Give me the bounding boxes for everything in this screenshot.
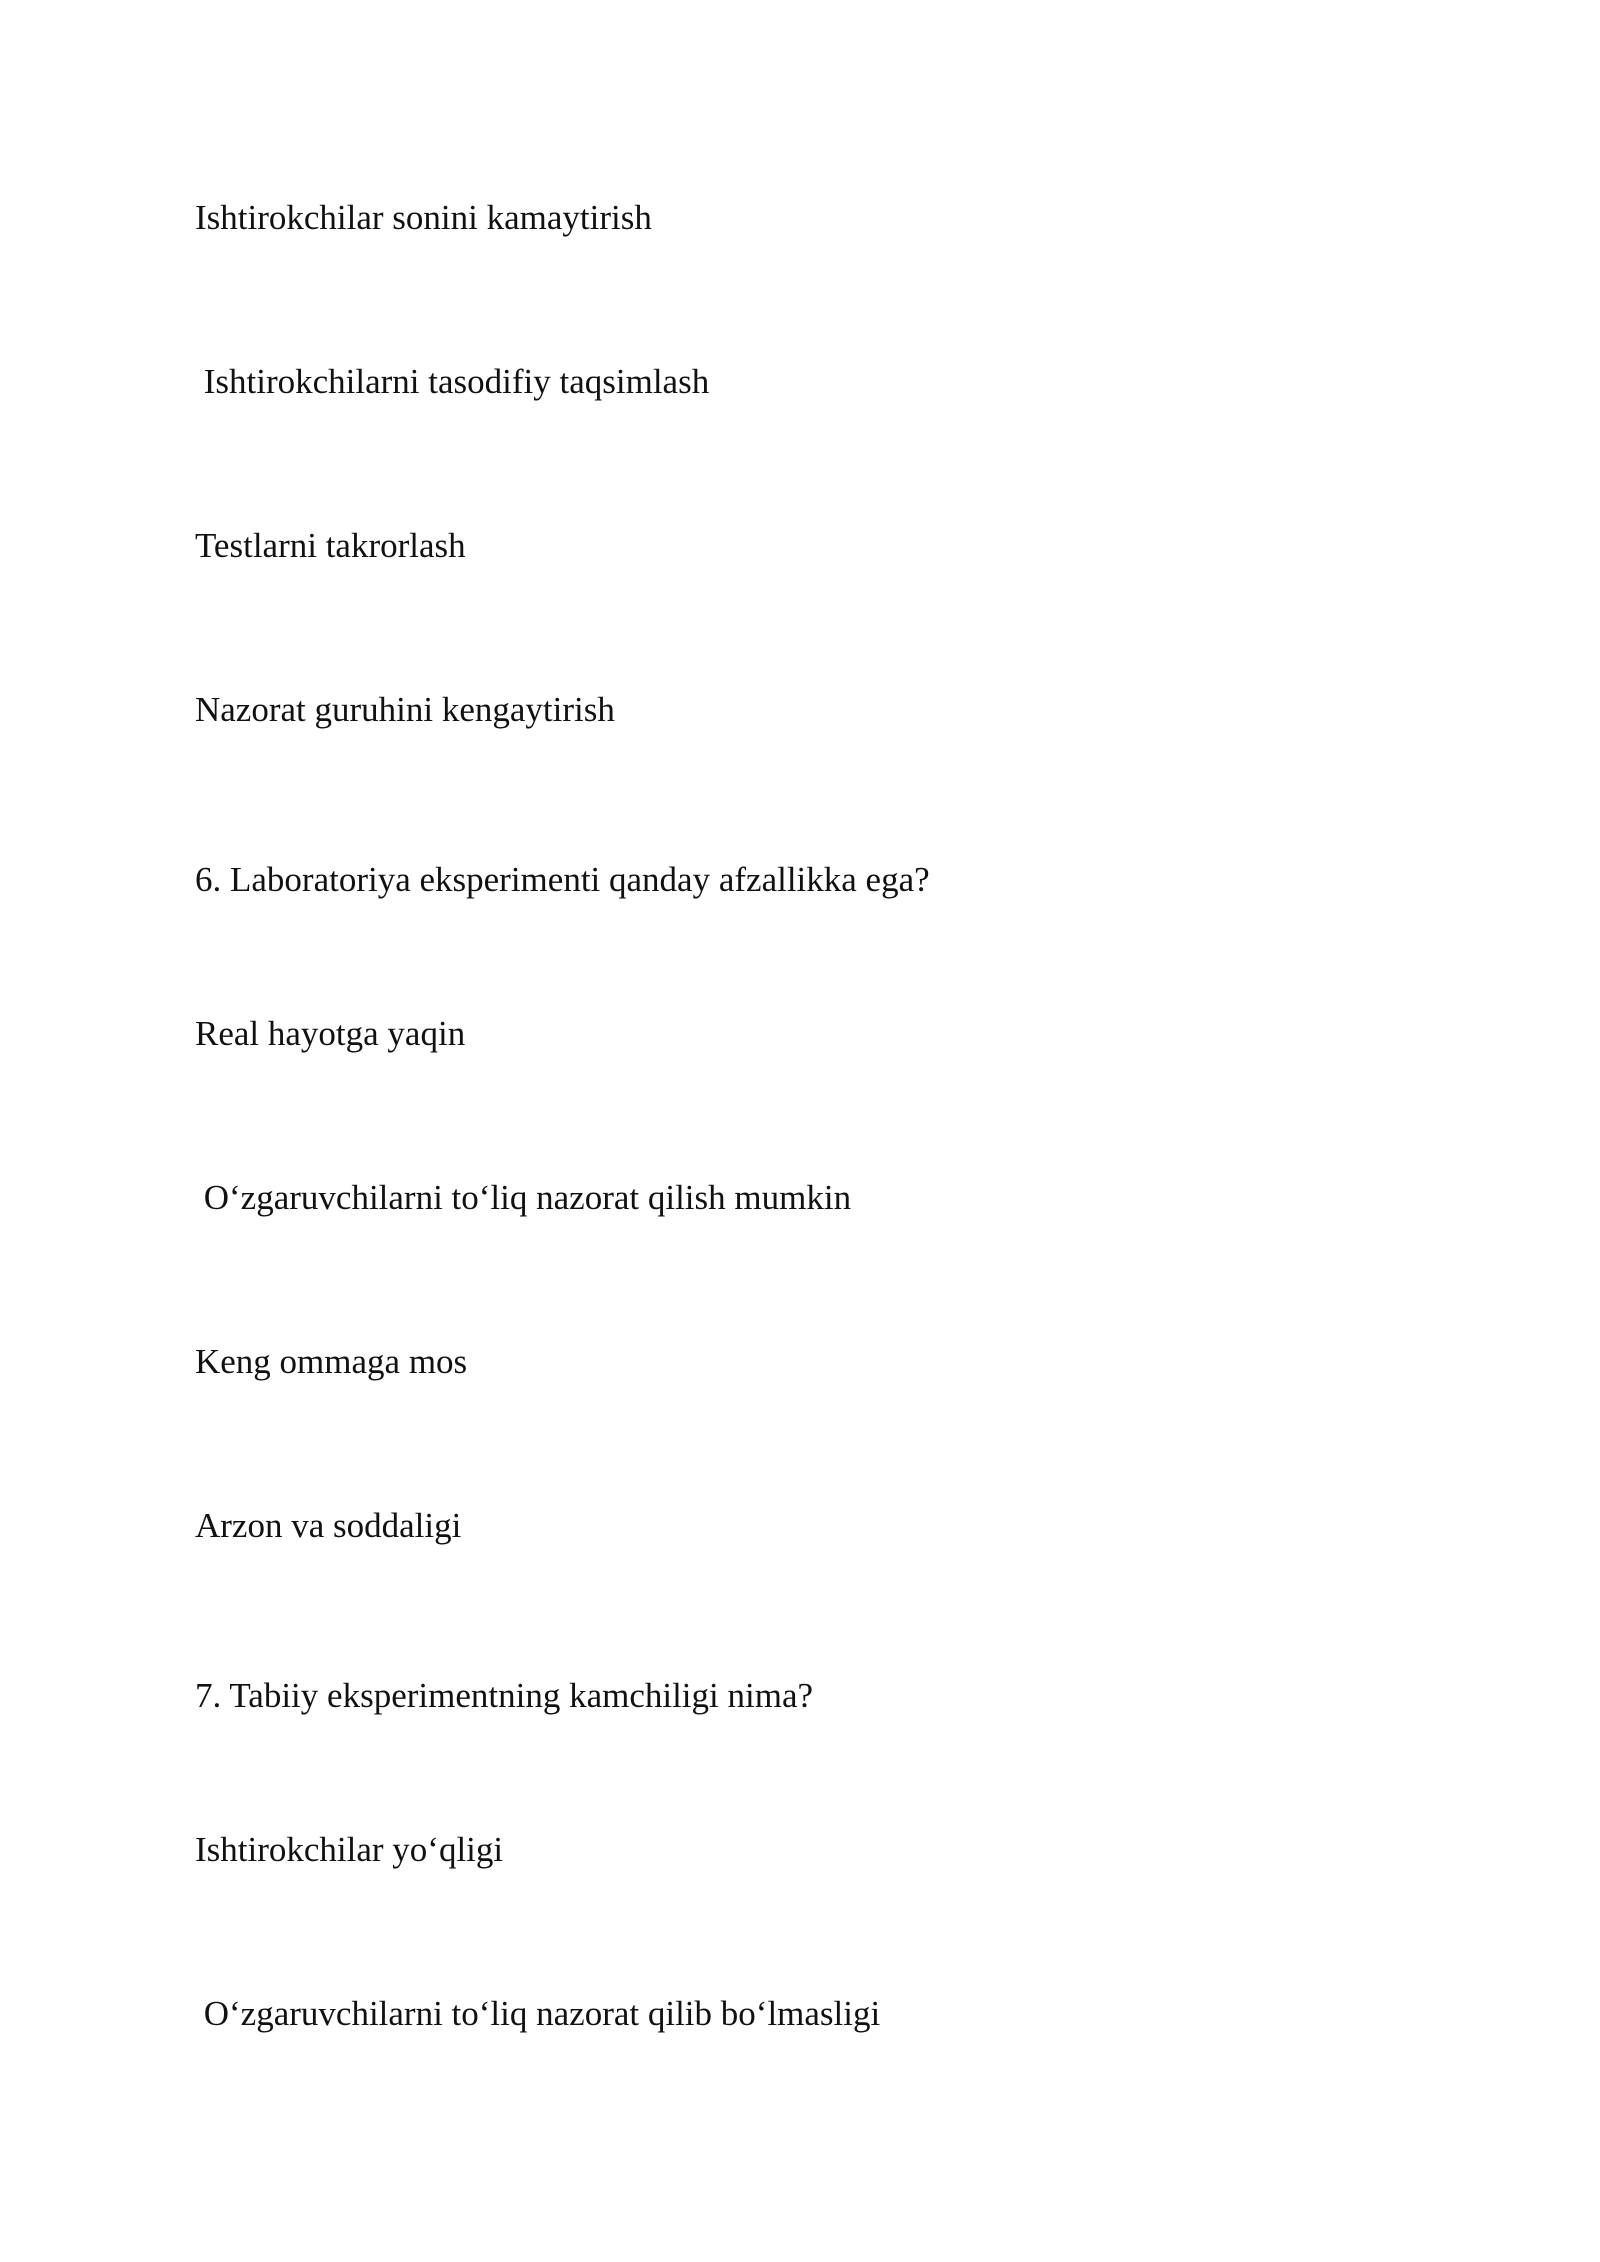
- question-heading: 6. Laboratoriya eksperimenti qanday afzallikka ega?: [195, 860, 930, 899]
- answer-option: Keng ommaga mos: [195, 1342, 468, 1381]
- answer-option: Ishtirokchilarni tasodifiy taqsimlash: [195, 362, 710, 401]
- answer-option: Ishtirokchilar yo‘qligi: [195, 1830, 504, 1869]
- answer-option: O‘zgaruvchilarni to‘liq nazorat qilib bo‘lmasligi: [195, 1994, 881, 2033]
- answer-option: Real hayotga yaqin: [195, 1014, 466, 1053]
- answer-option: Nazorat guruhini kengaytirish: [195, 690, 615, 729]
- answer-option: Ishtirokchilar sonini kamaytirish: [195, 198, 652, 237]
- answer-option: O‘zgaruvchilarni to‘liq nazorat qilish mumkin: [195, 1178, 852, 1217]
- answer-option: Testlarni takrorlash: [195, 526, 466, 565]
- answer-option: Arzon va soddaligi: [195, 1506, 462, 1545]
- question-heading: 7. Tabiiy eksperimentning kamchiligi nima?: [195, 1676, 814, 1715]
